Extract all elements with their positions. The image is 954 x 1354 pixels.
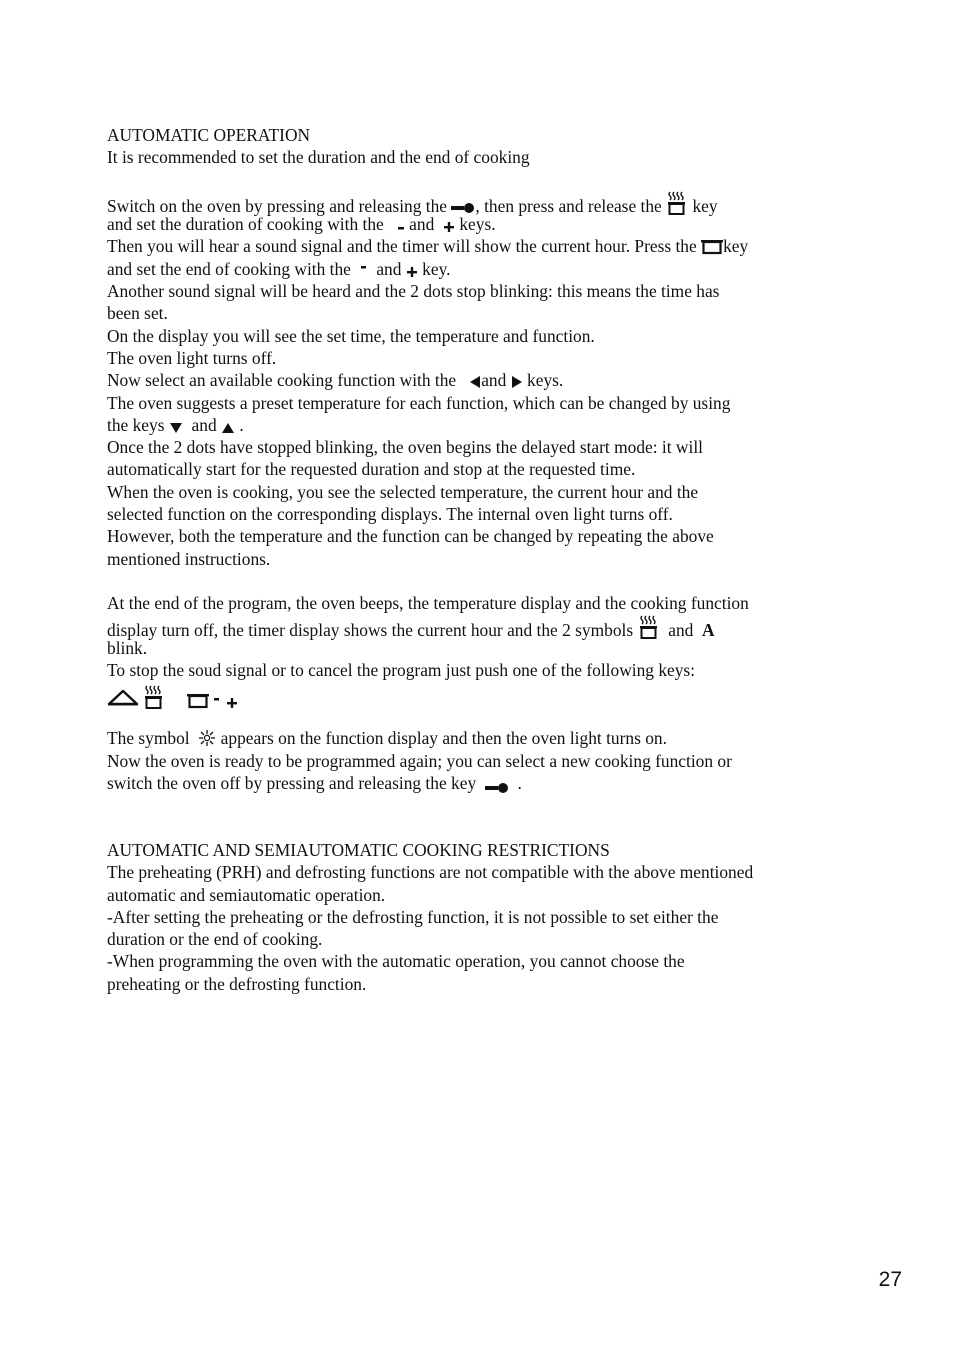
light-icon xyxy=(198,729,216,747)
minus-icon xyxy=(360,264,368,278)
up-arrow-icon xyxy=(221,422,235,434)
minus-icon xyxy=(213,695,221,709)
right-arrow-icon xyxy=(511,375,523,389)
page-number: 27 xyxy=(878,1268,902,1291)
automatic-symbol: A xyxy=(702,619,715,640)
section-heading: AUTOMATIC OPERATION xyxy=(107,125,311,145)
left-arrow-icon xyxy=(469,375,481,389)
key-icons-row xyxy=(107,681,837,715)
key-icon xyxy=(485,781,509,795)
plus-icon xyxy=(406,266,418,278)
minus-icon xyxy=(397,223,405,233)
end-pot-icon xyxy=(701,239,723,255)
bell-icon xyxy=(107,689,139,709)
duration-pot-icon xyxy=(143,685,165,709)
document-page: AUTOMATIC OPERATION It is recommended to set the duration and the end of cooking Switch on the oven by pressing and releasing the , then press and release the key and set the duration of cooking with the and keys. Then you will hear a sound signal and the timer will show the current hour. Press the key and set the end of cooking with the and key. Another sound signal will be heard and the 2 dots stop blinking: this means the time has been set. On the display you will see the set time, the temperature and function. The oven light turns off. Now select an available cooking function with the and keys. The oven suggests a preset temperature for each function, which can be changed by using the keys and . Once the 2 dots have stopped blinking, the oven begins the delayed start mode: it will automatically start for the requested duration and stop at the requested time. When the oven is cooking, you see the selected temperature, the current hour and the selected function on the corresponding displays. The internal oven light turns off. However, both the temperature and the function can be changed by repeating the above mentioned instructions. At the end of the program, the oven beeps, the temperature display and the cooking function display turn off, the timer display shows the current hour and the 2 symbols and A blink. To stop the soud signal or to cancel the program just push one of the following keys: The symbol appears on the function display and then the oven light turns on. Now the oven is ready to be programmed again; you can select a new cooking function or switch the oven off by pressing and releasing the key . AUTOMATIC AND SEMIAUTOMATIC COOKING RESTRICTIONS The preheating (PRH) and defrosting functions are not compatible with the above mentioned automatic and semiautomatic operation. -After setting the preheating or the defrosting function, it is not possible to set either the duration or the end of cooking. -When programming the oven with the automatic operation, you cannot choose the preheating or the defrosting function. xyxy=(107,124,837,995)
duration-pot-icon xyxy=(638,615,660,639)
section-heading: AUTOMATIC AND SEMIAUTOMATIC COOKING RESTRICTIONS xyxy=(107,839,610,860)
plus-icon xyxy=(226,697,238,709)
intro-text: It is recommended to set the duration and the end of cooking xyxy=(107,147,530,168)
end-pot-icon xyxy=(187,693,209,709)
down-arrow-icon xyxy=(169,422,183,434)
duration-pot-icon xyxy=(666,191,688,215)
plus-icon xyxy=(443,221,455,233)
